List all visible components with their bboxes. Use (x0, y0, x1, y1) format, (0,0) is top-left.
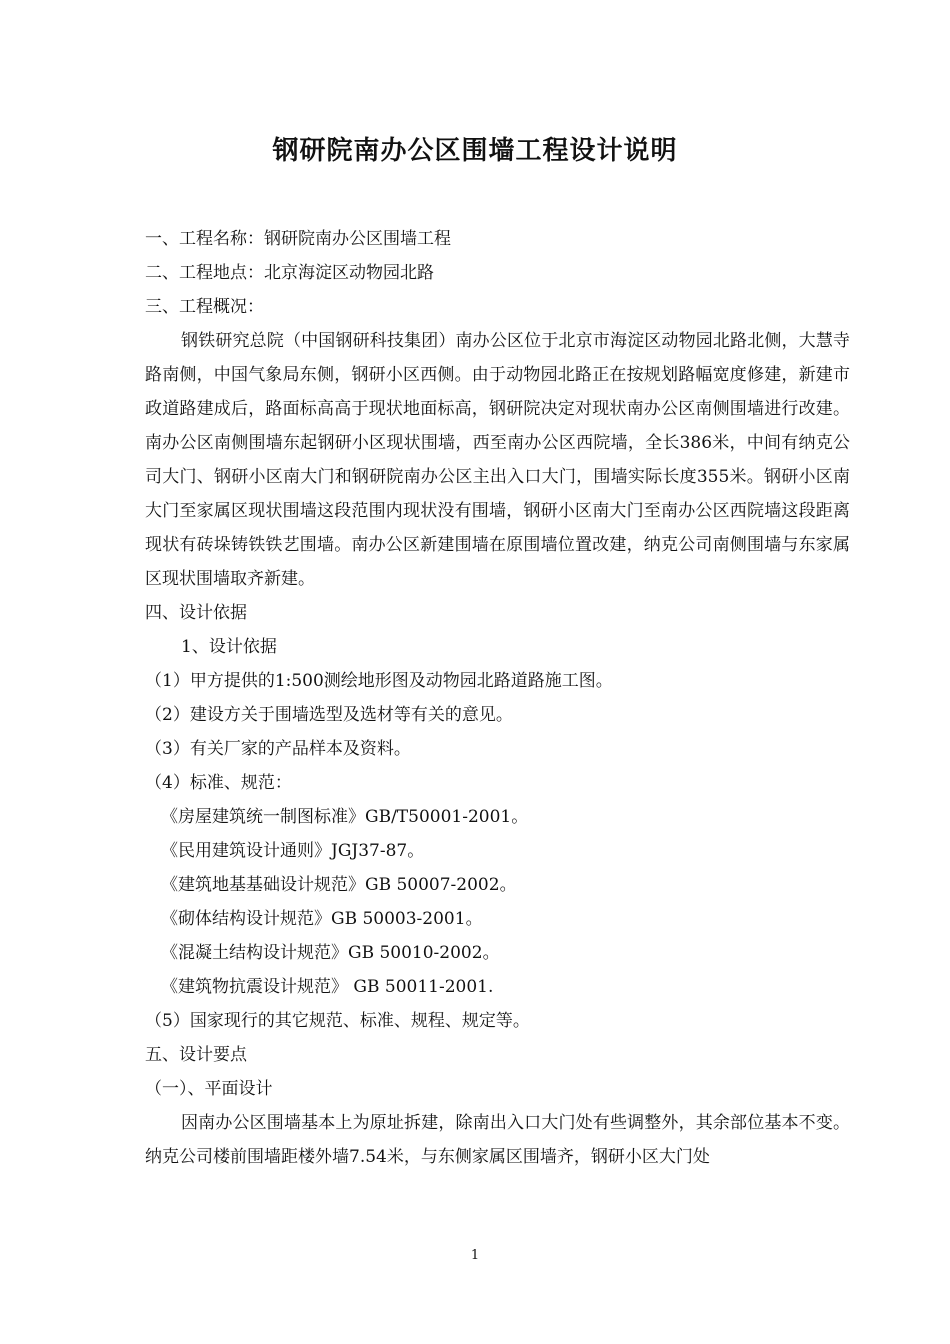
document-body (145, 222, 850, 1174)
overview-heading: 三、工程概况： (145, 297, 264, 317)
document-title: 钢研院南办公区围墙工程设计说明 (272, 136, 678, 166)
standard-item: 《砌体结构设计规范》GB 50003-2001。 (161, 909, 483, 929)
basis-item-5: （5）国家现行的其它规范、标准、规程、规定等。 (145, 1011, 530, 1031)
page-number: 1 (470, 1248, 480, 1263)
standard-item: 《房屋建筑统一制图标准》GB/T50001-2001。 (161, 807, 529, 827)
plane-design-heading: （一）、平面设计 (145, 1079, 273, 1099)
standard-item: 《民用建筑设计通则》JGJ37-87。 (161, 841, 425, 861)
basis-item-1: （1）甲方提供的1:500测绘地形图及动物园北路道路施工图。 (145, 671, 613, 691)
standard-item: 《混凝土结构设计规范》GB 50010-2002。 (161, 943, 500, 963)
basis-heading: 四、设计依据 (145, 603, 247, 623)
basis-item-2: （2）建设方关于围墙选型及选材等有关的意见。 (145, 705, 513, 725)
basis-subheading: 1、设计依据 (181, 637, 277, 657)
basis-item-3: （3）有关厂家的产品样本及资料。 (145, 739, 411, 759)
project-location-line: 二、工程地点：北京海淀区动物园北路 (145, 263, 434, 283)
design-points-heading: 五、设计要点 (145, 1045, 247, 1065)
overview-paragraph: 钢铁研究总院（中国钢研科技集团）南办公区位于北京市海淀区动物园北路北侧，大慧寺路南侧，中国气象局东侧，钢研小区西侧。由于动物园北路正在按规划路幅宽度修建，新建市政道路建成后，路面标高高于现状地面标高，钢研院决定对现状南办公区南侧围墙进行改建。南办公区南侧围墙东起钢研小区现状围墙，西至南办公区西院墙，全长386米，中间有纳克公司大门、钢研小区南大门和钢研院南办公区主出入口大门，围墙实际长度355米。钢研小区南大门至家属区现状围墙这段范围内现状没有围墙，钢研小区南大门至南办公区西院墙这段距离现状有砖垛铸铁铁艺围墙。南办公区新建围墙在原围墙位置改建，纳克公司南侧围墙与东家属区现状围墙取齐新建。 (145, 331, 850, 589)
standard-item: 《建筑物抗震设计规范》 GB 50011-2001. (161, 977, 494, 997)
standard-item: 《建筑地基基础设计规范》GB 50007-2002。 (161, 875, 517, 895)
plane-design-paragraph: 因南办公区围墙基本上为原址拆建，除南出入口大门处有些调整外，其余部位基本不变。纳克公司楼前围墙距楼外墙7.54米，与东侧家属区围墙齐，钢研小区大门处 (145, 1113, 850, 1167)
project-name-line: 一、工程名称：钢研院南办公区围墙工程 (145, 229, 451, 249)
basis-item-4: （4）标准、规范： (145, 773, 292, 793)
